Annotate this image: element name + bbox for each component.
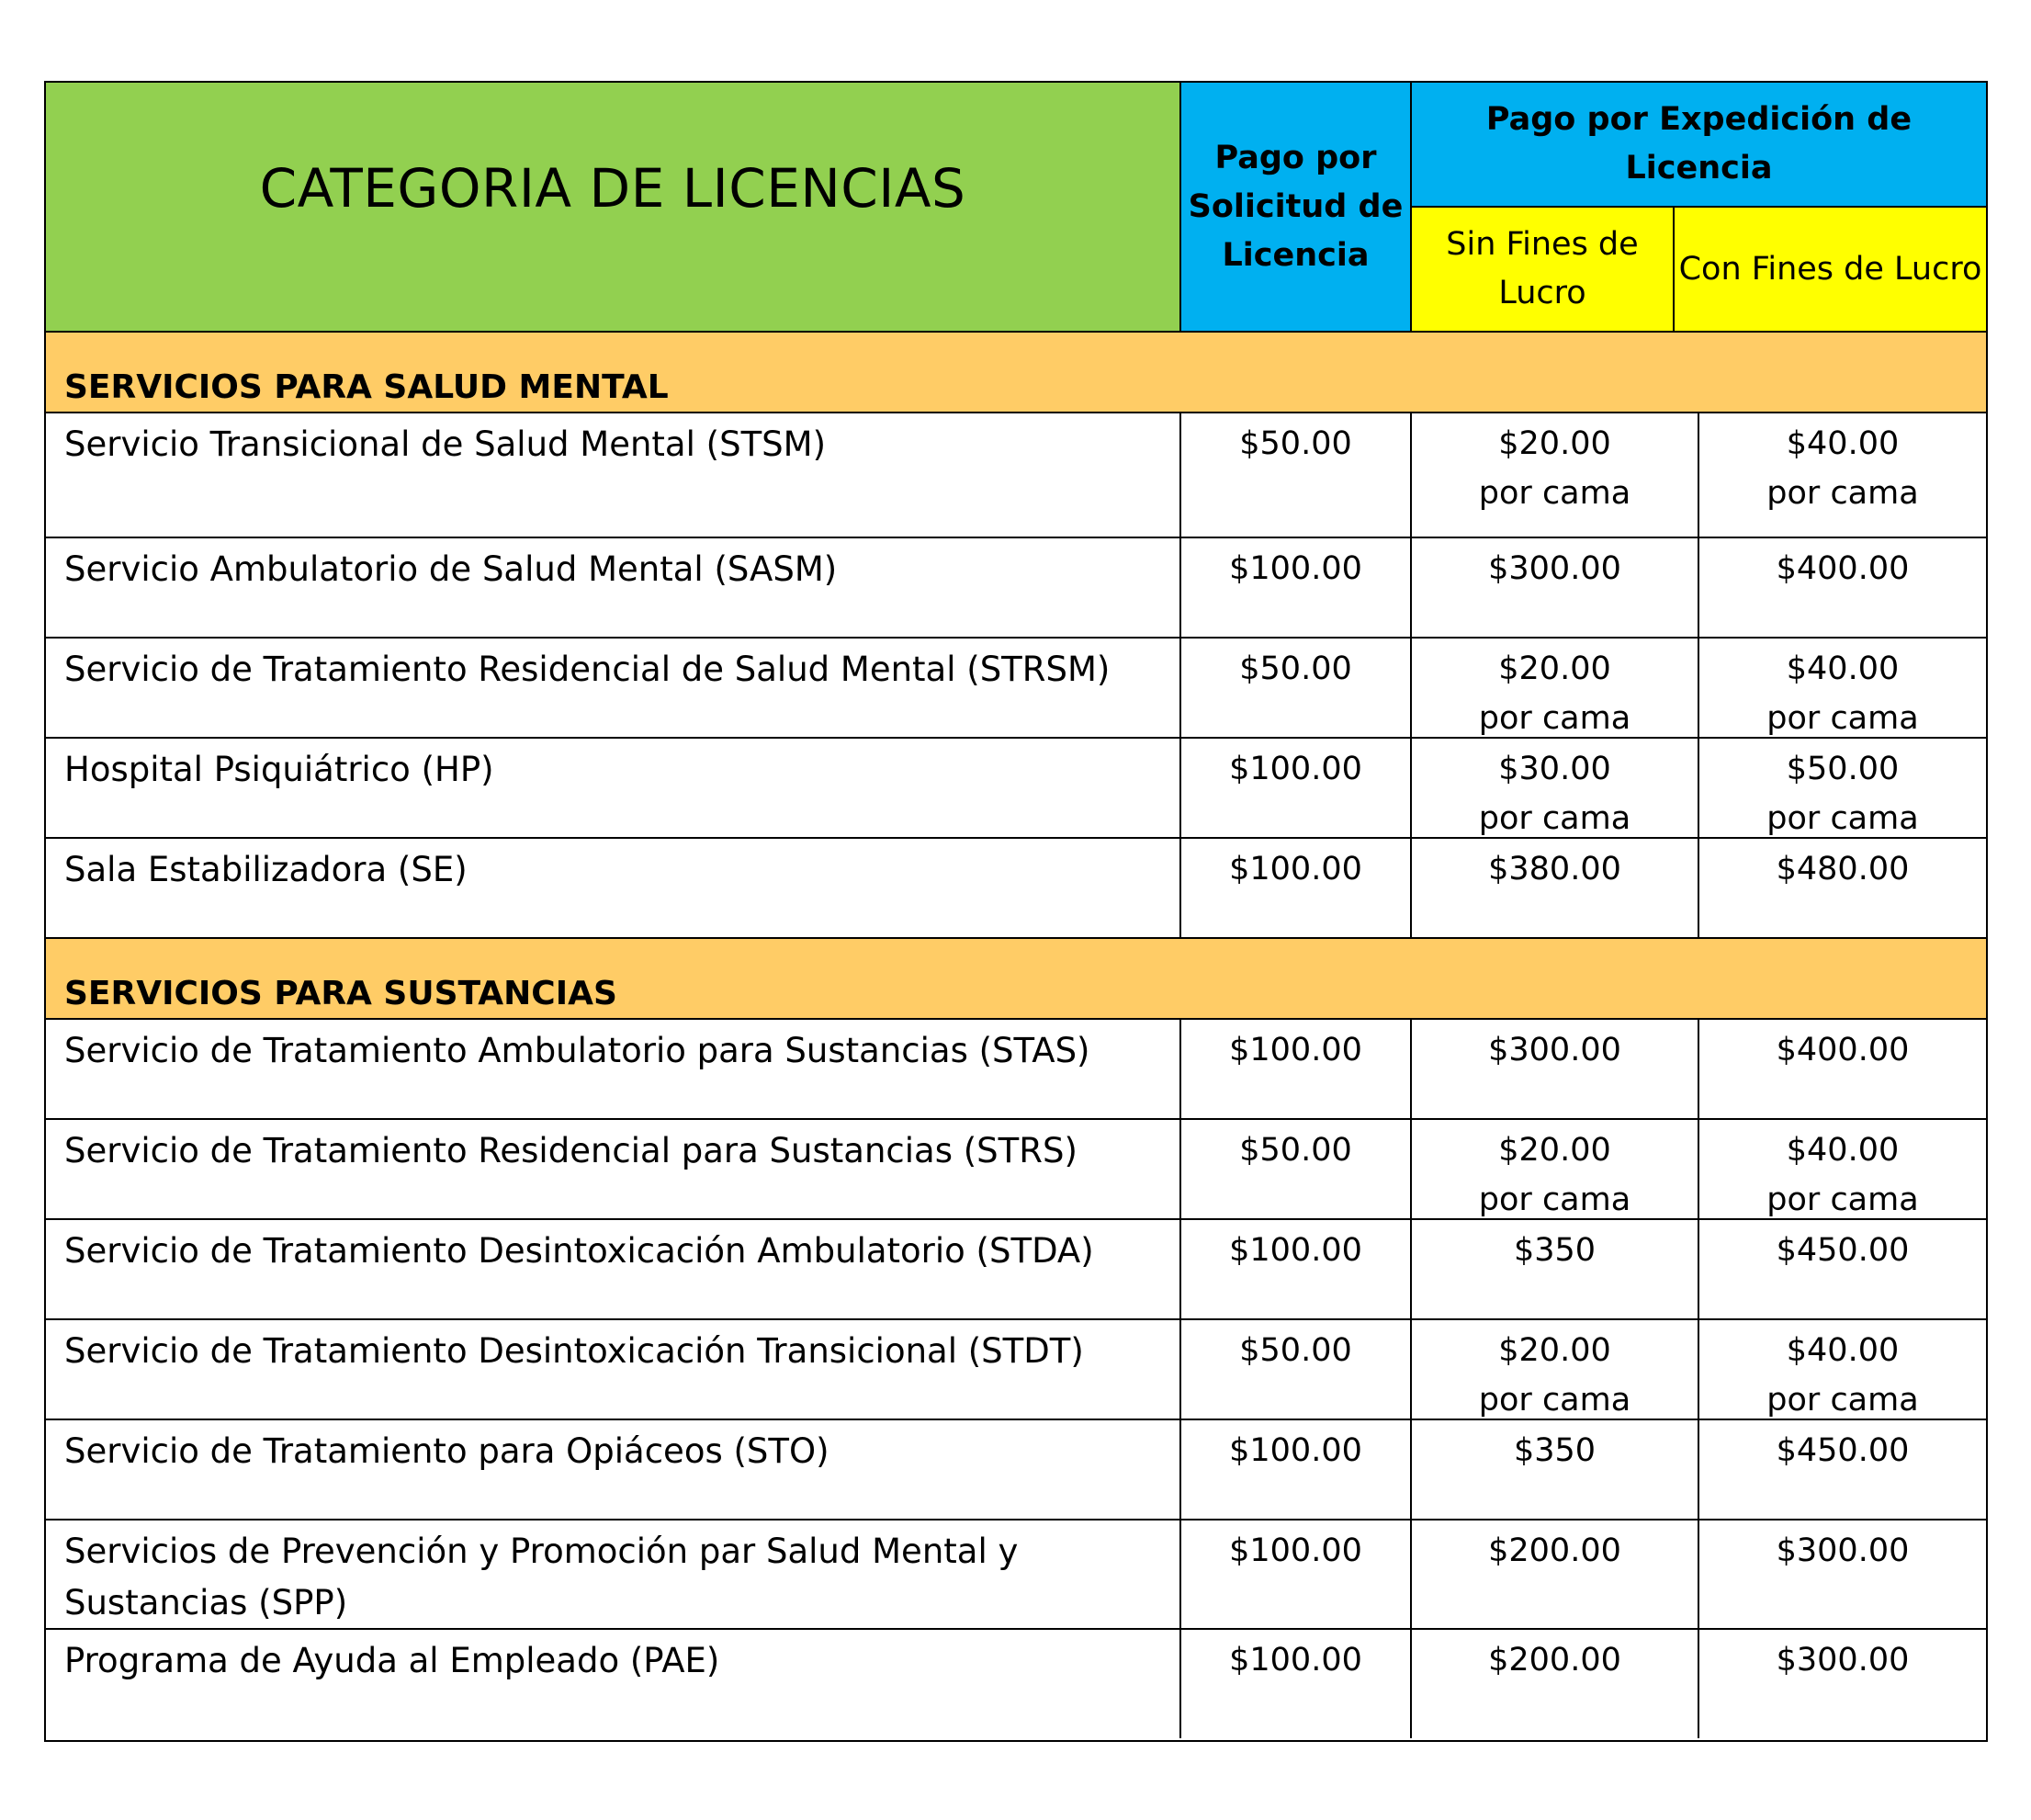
row-con-fines-fee: [1699, 839, 1986, 939]
row-category-name: Sala Estabilizadora (SE): [46, 839, 1181, 939]
table-title: CATEGORIA DE LICENCIAS: [46, 83, 1181, 333]
header-sin-fines: Sin Fines de Lucro: [1412, 208, 1675, 333]
row-sin-fines-fee: [1412, 1020, 1699, 1120]
row-con-fines-fee: [1699, 1020, 1986, 1120]
fee-amount: $300.00: [1776, 1532, 1910, 1569]
fee-amount: $400.00: [1776, 1032, 1910, 1068]
row-sin-fines-fee: [1412, 739, 1699, 839]
row-sin-fines-fee: [1412, 1520, 1699, 1630]
row-con-fines-fee: [1699, 1120, 1986, 1220]
row-solicitud-fee: $100.00: [1181, 538, 1412, 639]
fee-amount: $20.00: [1498, 1132, 1611, 1169]
fee-amount: $200.00: [1488, 1532, 1621, 1569]
row-sin-fines-fee: [1412, 639, 1699, 739]
fee-amount: $40.00: [1786, 1332, 1900, 1369]
row-category-name: Servicio de Tratamiento Residencial de Salud Mental (STRSM): [46, 639, 1181, 739]
fee-amount: $50.00: [1786, 751, 1900, 787]
fee-amount: $350: [1513, 1232, 1597, 1269]
fee-unit: por cama: [1478, 800, 1631, 837]
row-sin-fines-fee: [1412, 1220, 1699, 1320]
fee-amount: $200.00: [1488, 1642, 1621, 1679]
row-sin-fines-fee: [1412, 1120, 1699, 1220]
row-solicitud-fee: $100.00: [1181, 1020, 1412, 1120]
row-category-name: Servicio de Tratamiento Ambulatorio para Sustancias (STAS): [46, 1020, 1181, 1120]
row-category-name: Hospital Psiquiátrico (HP): [46, 739, 1181, 839]
section-header: SERVICIOS PARA SALUD MENTAL: [46, 333, 1986, 413]
row-category-name: Servicio de Tratamiento Desintoxicación Ambulatorio (STDA): [46, 1220, 1181, 1320]
fee-amount: $20.00: [1498, 1332, 1611, 1369]
fee-amount: $20.00: [1498, 650, 1611, 687]
row-con-fines-fee: [1699, 1630, 1986, 1738]
row-con-fines-fee: [1699, 413, 1986, 538]
fee-amount: $450.00: [1776, 1232, 1910, 1269]
row-category-name: Servicios de Prevención y Promoción par Salud Mental y Sustancias (SPP): [46, 1520, 1181, 1630]
fee-unit: por cama: [1478, 700, 1631, 737]
row-con-fines-fee: [1699, 1420, 1986, 1520]
fee-unit: por cama: [1766, 700, 1919, 737]
row-sin-fines-fee: [1412, 413, 1699, 538]
license-fee-table: [44, 81, 1988, 1742]
fee-amount: $40.00: [1786, 425, 1900, 462]
fee-unit: por cama: [1766, 800, 1919, 837]
row-solicitud-fee: $100.00: [1181, 1220, 1412, 1320]
fee-unit: por cama: [1766, 1181, 1919, 1218]
fee-amount: $450.00: [1776, 1432, 1910, 1469]
fee-amount: $40.00: [1786, 1132, 1900, 1169]
row-category-name: Servicio de Tratamiento Desintoxicación Transicional (STDT): [46, 1320, 1181, 1420]
row-con-fines-fee: [1699, 1220, 1986, 1320]
fee-amount: $40.00: [1786, 650, 1900, 687]
row-solicitud-fee: $100.00: [1181, 1520, 1412, 1630]
fee-amount: $300.00: [1776, 1642, 1910, 1679]
fee-amount: $480.00: [1776, 851, 1910, 887]
header-expedicion: Pago por Expedición de Licencia: [1412, 83, 1986, 208]
row-solicitud-fee: $50.00: [1181, 413, 1412, 538]
row-category-name: Servicio Ambulatorio de Salud Mental (SASM): [46, 538, 1181, 639]
row-category-name: Servicio de Tratamiento Residencial para Sustancias (STRS): [46, 1120, 1181, 1220]
row-con-fines-fee: [1699, 1520, 1986, 1630]
section-header: SERVICIOS PARA SUSTANCIAS: [46, 939, 1986, 1020]
row-solicitud-fee: $100.00: [1181, 1420, 1412, 1520]
fee-unit: por cama: [1478, 475, 1631, 512]
fee-amount: $300.00: [1488, 550, 1621, 587]
row-con-fines-fee: [1699, 1320, 1986, 1420]
row-solicitud-fee: $50.00: [1181, 639, 1412, 739]
fee-unit: por cama: [1766, 475, 1919, 512]
row-solicitud-fee: $100.00: [1181, 739, 1412, 839]
row-con-fines-fee: [1699, 739, 1986, 839]
row-solicitud-fee: $100.00: [1181, 839, 1412, 939]
row-category-name: Programa de Ayuda al Empleado (PAE): [46, 1630, 1181, 1738]
row-category-name: Servicio Transicional de Salud Mental (STSM): [46, 413, 1181, 538]
row-sin-fines-fee: [1412, 1420, 1699, 1520]
fee-amount: $300.00: [1488, 1032, 1621, 1068]
row-solicitud-fee: $50.00: [1181, 1120, 1412, 1220]
fee-unit: por cama: [1478, 1181, 1631, 1218]
fee-amount: $400.00: [1776, 550, 1910, 587]
fee-amount: $380.00: [1488, 851, 1621, 887]
row-sin-fines-fee: [1412, 1630, 1699, 1738]
fee-unit: por cama: [1766, 1382, 1919, 1419]
row-con-fines-fee: [1699, 538, 1986, 639]
fee-amount: $30.00: [1498, 751, 1611, 787]
header-solicitud: Pago por Solicitud de Licencia: [1181, 83, 1412, 333]
fee-amount: $350: [1513, 1432, 1597, 1469]
header-con-fines: Con Fines de Lucro: [1675, 208, 1986, 333]
row-category-name: Servicio de Tratamiento para Opiáceos (STO): [46, 1420, 1181, 1520]
row-sin-fines-fee: [1412, 839, 1699, 939]
row-solicitud-fee: $100.00: [1181, 1630, 1412, 1738]
row-solicitud-fee: $50.00: [1181, 1320, 1412, 1420]
row-sin-fines-fee: [1412, 538, 1699, 639]
row-con-fines-fee: [1699, 639, 1986, 739]
row-sin-fines-fee: [1412, 1320, 1699, 1420]
fee-unit: por cama: [1478, 1382, 1631, 1419]
fee-amount: $20.00: [1498, 425, 1611, 462]
